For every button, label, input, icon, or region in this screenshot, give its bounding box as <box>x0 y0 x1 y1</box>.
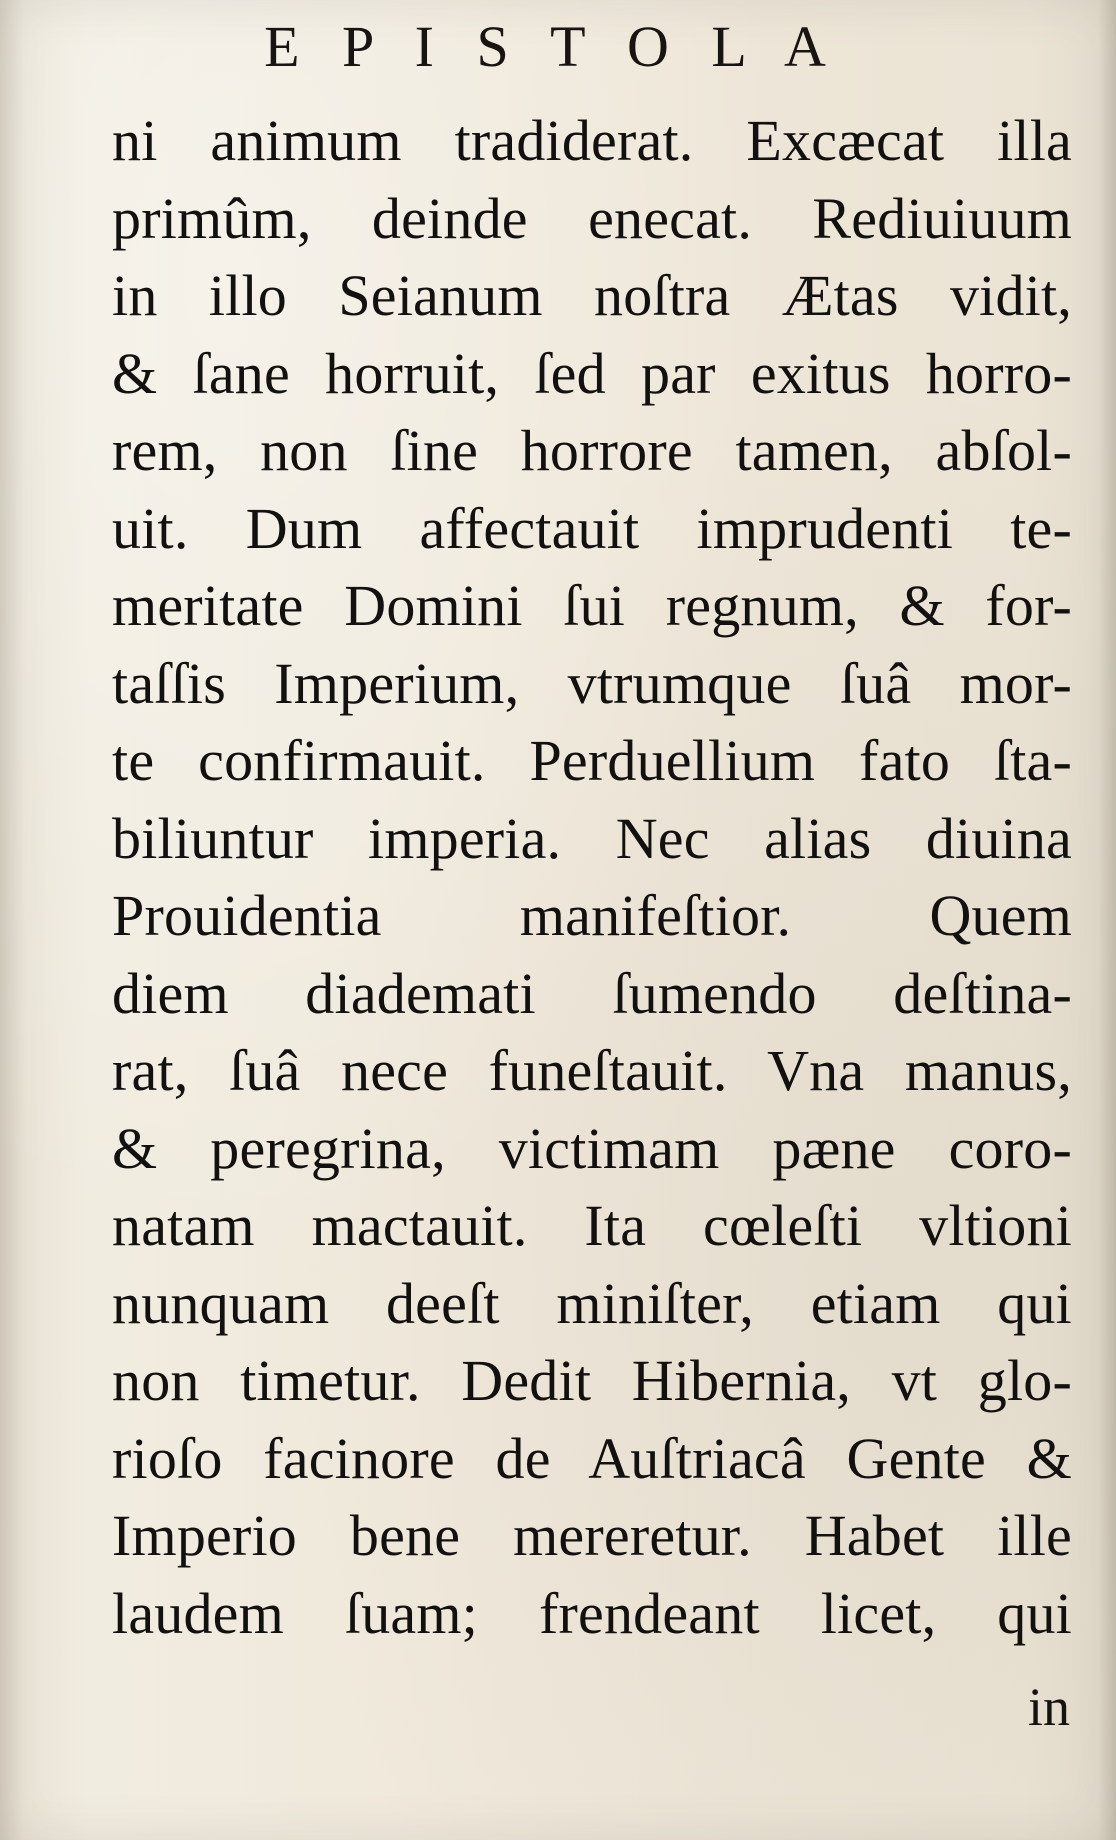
page-right-shadow <box>1098 0 1116 1840</box>
text-line: Prouidentia manifeſtior. Quem <box>112 883 1072 948</box>
text-line: non timetur. Dedit Hibernia, vt glo- <box>112 1348 1072 1413</box>
text-line: laudem ſuam; frendeant licet, qui <box>112 1580 1072 1646</box>
text-line: meritate Domini ſui regnum, & for- <box>112 573 1072 638</box>
text-line: natam mactauit. Ita cœleſti vltioni <box>112 1193 1072 1258</box>
text-line: diem diademati ſumendo deſtina- <box>112 960 1072 1026</box>
catchword: in <box>1027 1677 1070 1737</box>
text-line: te confirmauit. Perduellium fato ſta- <box>112 728 1072 793</box>
text-line: rat, ſuâ nece funeſtauit. Vna manus, <box>112 1038 1072 1103</box>
text-line: ni animum tradiderat. Excæcat illa <box>112 108 1072 173</box>
running-head: E P I S T O L A <box>264 14 840 79</box>
text-line: rem, non ſine horrore tamen, abſol- <box>112 418 1072 483</box>
text-line: & peregrina, victimam pæne coro- <box>112 1115 1072 1181</box>
text-line: nunquam deeſt miniſter, etiam qui <box>112 1270 1072 1336</box>
text-line: & ſane horruit, ſed par exitus horro- <box>112 340 1072 406</box>
text-line: rioſo facinore de Auſtriacâ Gente & <box>112 1425 1072 1491</box>
page-left-shadow <box>0 0 24 1840</box>
text-line: primûm, deinde enecat. Rediuiuum <box>112 185 1072 251</box>
text-line: uit. Dum affectauit imprudenti te- <box>112 495 1072 561</box>
text-line: biliuntur imperia. Nec alias diuina <box>112 805 1072 871</box>
text-block <box>112 102 1072 1652</box>
text-line: Imperio bene mereretur. Habet ille <box>112 1503 1072 1568</box>
text-line: in illo Seianum noſtra Ætas vidit, <box>112 263 1072 328</box>
text-line: taſſis Imperium, vtrumque ſuâ mor- <box>112 650 1072 716</box>
